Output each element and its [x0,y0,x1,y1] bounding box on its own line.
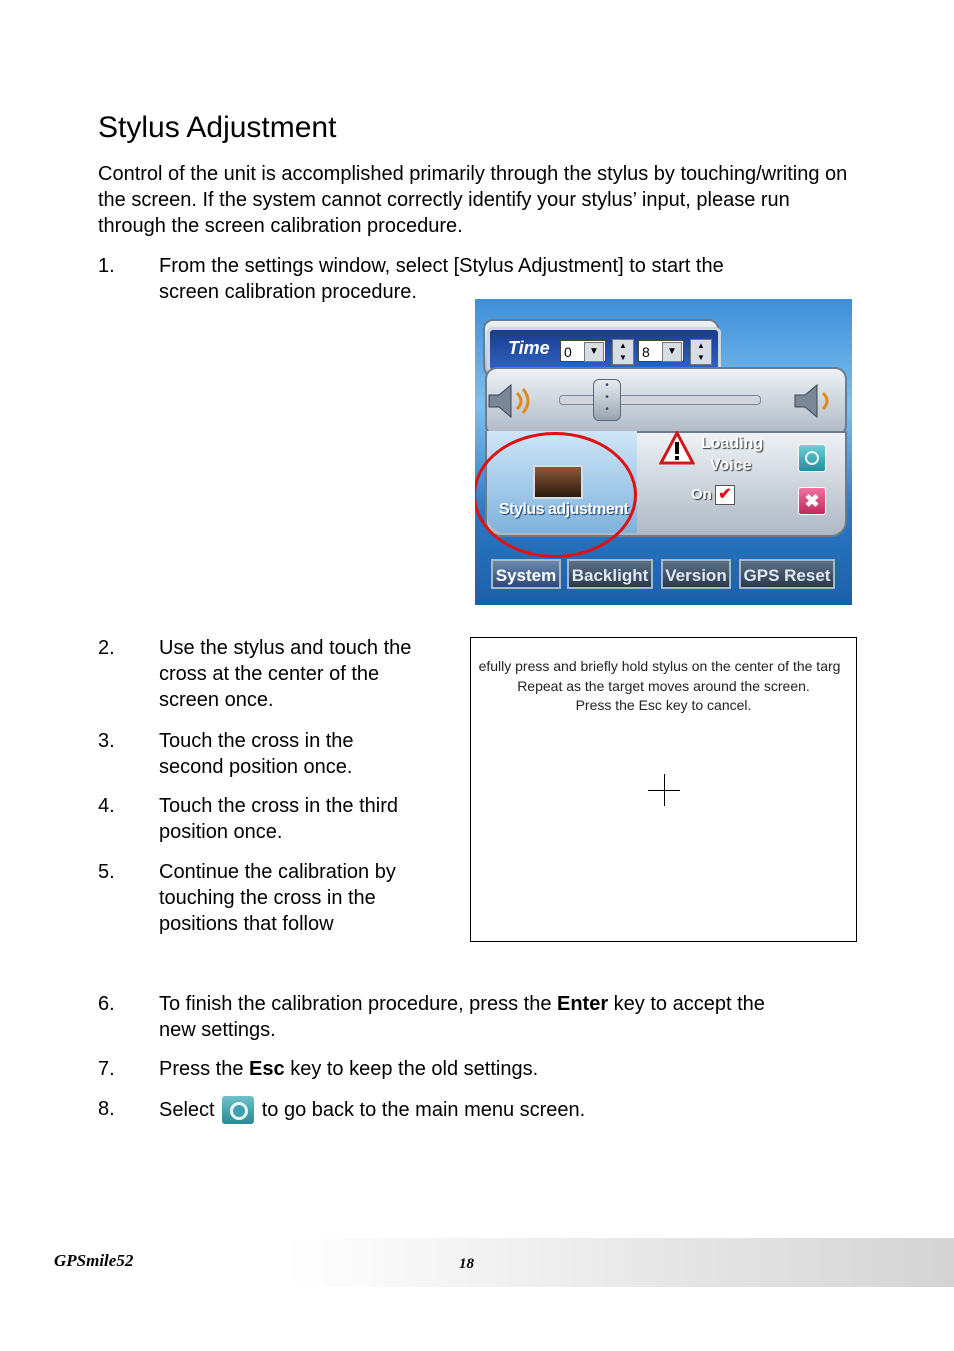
step-text [159,1056,538,1082]
speaker-high-icon[interactable] [793,381,833,421]
stylus-adjustment-button[interactable]: Stylus adjustment [499,501,629,518]
step-number: 6. [98,993,115,1015]
chevron-down-icon[interactable]: ▼ [662,342,682,362]
step-text: From the settings window, select [Stylus Adjustment] to start the [159,255,724,277]
voice-checkbox[interactable]: ✔ [715,485,735,505]
cancel-button[interactable]: ✖ [798,487,826,515]
step-text: cross at the center of the [159,663,380,685]
step-text [159,991,765,1017]
tab-version[interactable]: Version [661,559,731,589]
step-text-part: to go back to the main menu screen. [261,1099,586,1121]
calibration-instruction-1: efully press and briefly hold stylus on the center of the targ [478,658,841,674]
minute-value: 8 [642,344,650,360]
step-7 [98,1056,898,1082]
minute-spinner[interactable]: ▲ ▼ [690,339,712,365]
tab-backlight[interactable]: Backlight [567,559,653,589]
voice-toggle-label: On [691,486,712,503]
speaker-low-icon[interactable] [487,381,537,421]
step-text: screen once. [159,689,274,711]
step-number: 5. [98,861,115,883]
step-number: 3. [98,730,115,752]
step-text: Touch the cross in the third [159,795,399,817]
time-label: Time [508,338,550,358]
footer-brand: GPSmile52 [54,1251,134,1270]
step-6 [98,991,898,1043]
step-text: touching the cross in the [159,887,376,909]
tab-system[interactable]: System [491,559,561,589]
step-text-part: key to keep the old settings. [284,1058,539,1080]
highlight-circle [475,432,637,558]
warning-line-2: Voice [710,457,752,474]
step-text-part: Press the [159,1058,250,1080]
step-number: 1. [98,255,115,277]
step-3 [98,728,448,780]
step-text [159,1096,585,1124]
calibration-instruction-2: Repeat as the target moves around the screen. [517,678,810,694]
step-4 [98,793,448,845]
calibration-cross-icon[interactable] [664,774,665,806]
warning-icon [659,431,695,465]
step-5 [98,859,448,939]
hour-value: 0 [564,344,572,360]
enter-key-label: Enter [557,993,609,1015]
step-text-part: Select [159,1099,215,1121]
settings-window-screenshot [475,299,852,605]
volume-slider-handle[interactable]: • • • [593,379,621,421]
step-8 [98,1096,898,1126]
calibration-instruction-3: Press the Esc key to cancel. [575,697,752,713]
warning-line-1: Loading [701,435,764,452]
ok-icon [222,1096,254,1124]
ok-icon [805,451,819,465]
step-text: screen calibration procedure. [159,281,417,303]
step-text-part: key to accept the [608,993,765,1015]
volume-slider-track[interactable] [559,395,761,405]
hour-spinner[interactable]: ▲ ▼ [612,339,634,365]
minute-select[interactable] [638,340,684,362]
intro-paragraph: Control of the unit is accomplished primarily through the stylus by touching/writing on the screen. If the system cannot correctly identify your stylus’ input, please run through the screen calibration procedure. [98,163,848,237]
step-1 [98,253,858,305]
ok-button[interactable] [798,444,826,472]
step-number: 8. [98,1098,115,1120]
step-number: 2. [98,637,115,659]
esc-key-label: Esc [249,1058,285,1080]
footer-bar [0,1238,954,1287]
step-text: new settings. [159,1019,276,1041]
step-text: positions that follow [159,913,334,935]
chevron-down-icon[interactable]: ▼ [584,342,604,362]
step-text: Use the stylus and touch the [159,637,412,659]
step-text: Touch the cross in the [159,730,354,752]
step-text: Continue the calibration by [159,861,396,883]
step-number: 7. [98,1058,115,1080]
tab-gps-reset[interactable]: GPS Reset [739,559,835,589]
page-title: Stylus Adjustment [98,111,337,144]
step-text: position once. [159,821,283,843]
step-text: second position once. [159,756,353,778]
step-number: 4. [98,795,115,817]
step-text-part: To finish the calibration procedure, press the [159,993,557,1015]
hour-select[interactable] [560,340,606,362]
page-number: 18 [459,1256,474,1272]
calibration-screen-screenshot [470,637,857,942]
step-2 [98,635,448,715]
